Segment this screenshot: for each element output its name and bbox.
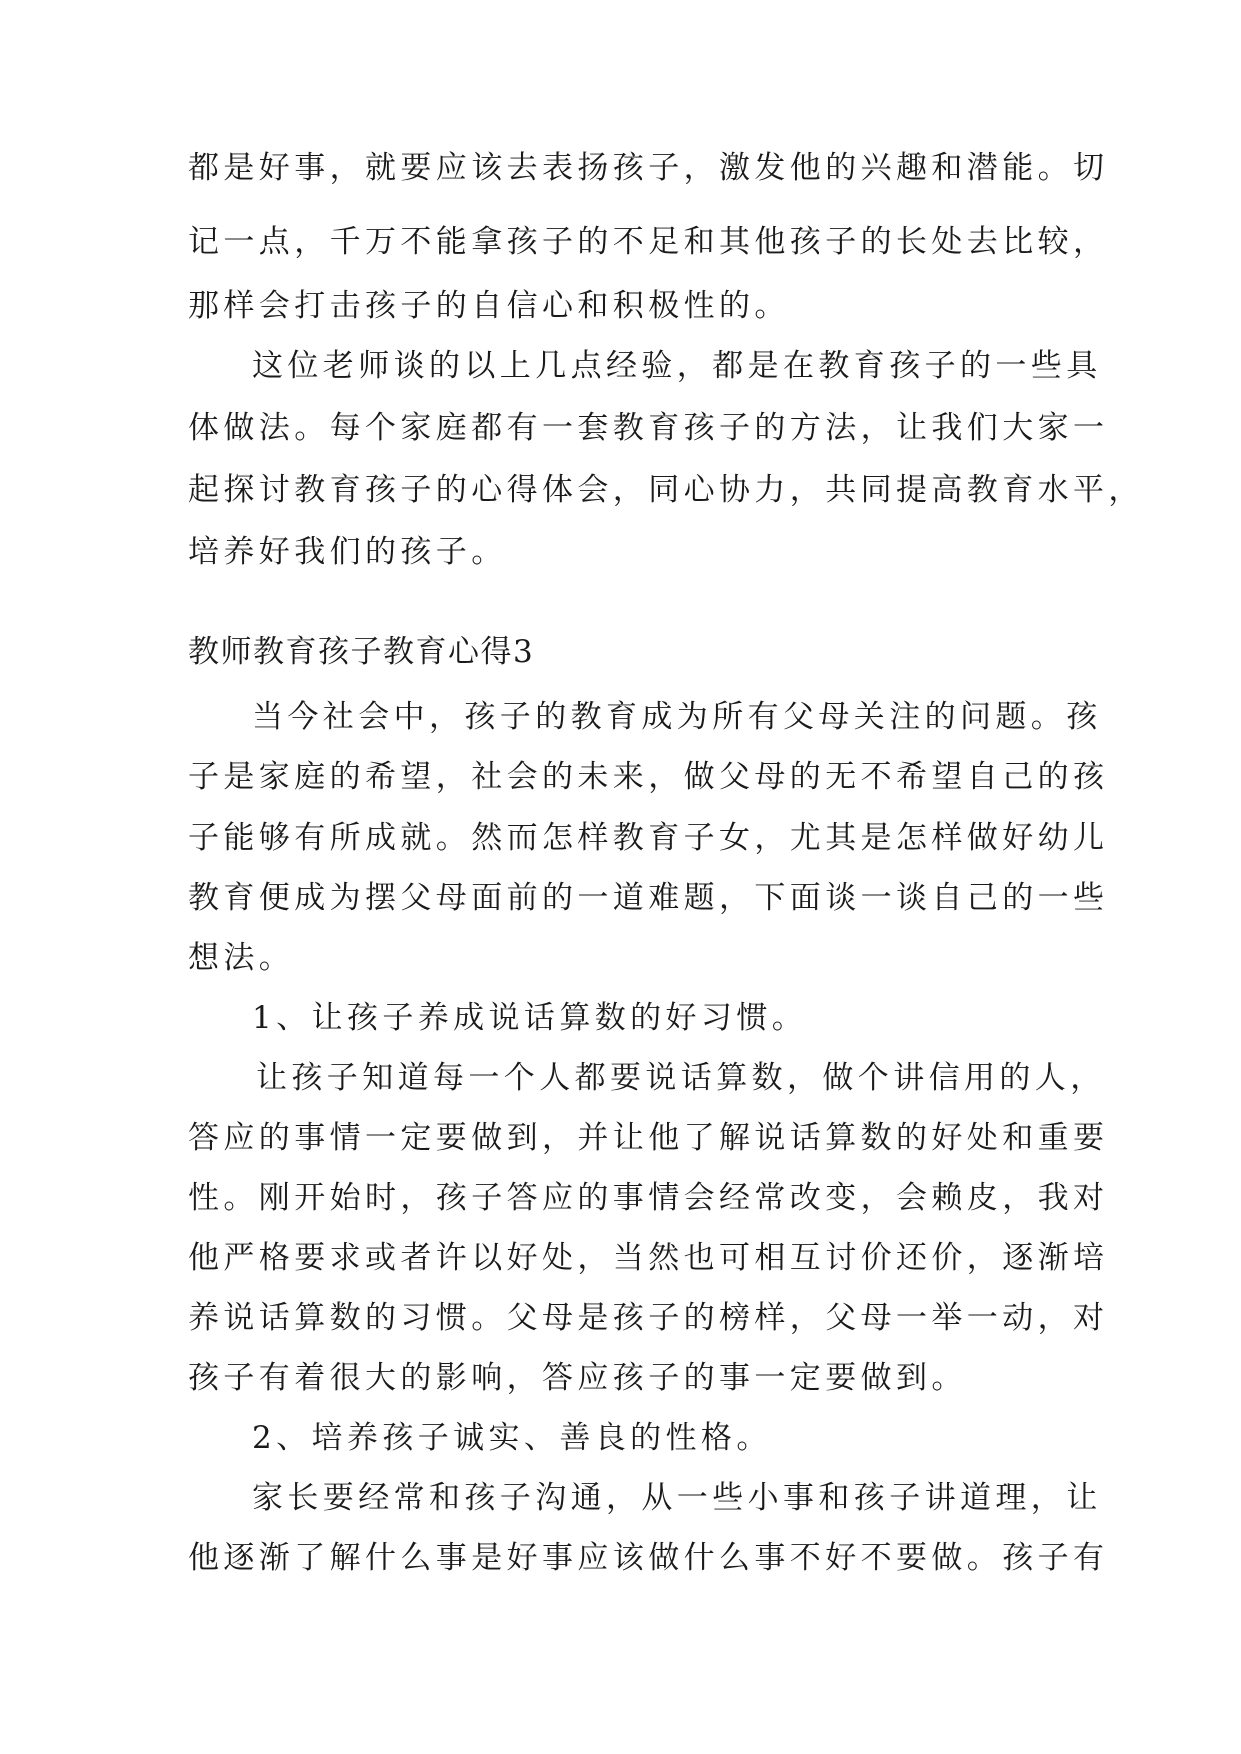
paragraph-line: 都是好事，就要应该去表扬孩子，激发他的兴趣和潜能。切 xyxy=(188,150,1109,186)
paragraph-line: 培养好我们的孩子。 xyxy=(188,534,507,570)
paragraph-line: 让孩子知道每一个人都要说话算数，做个讲信用的人， xyxy=(256,1060,1106,1096)
paragraph-line: 体做法。每个家庭都有一套教育孩子的方法，让我们大家一 xyxy=(188,410,1109,446)
numbered-heading: 1、让孩子养成说话算数的好习惯。 xyxy=(252,1000,808,1036)
paragraph-line: 答应的事情一定要做到，并让他了解说话算数的好处和重要 xyxy=(188,1120,1109,1156)
paragraph-line: 养说话算数的习惯。父母是孩子的榜样，父母一举一动，对 xyxy=(188,1300,1109,1336)
paragraph-line: 想法。 xyxy=(188,940,295,976)
paragraph-line: 这位老师谈的以上几点经验，都是在教育孩子的一些具 xyxy=(252,348,1102,384)
paragraph-line: 教育便成为摆父母面前的一道难题，下面谈一谈自己的一些 xyxy=(188,880,1109,916)
paragraph-line: 子能够有所成就。然而怎样教育子女，尤其是怎样做好幼儿 xyxy=(188,820,1109,856)
paragraph-line: 孩子有着很大的影响，答应孩子的事一定要做到。 xyxy=(188,1360,967,1396)
paragraph-line: 那样会打击孩子的自信心和积极性的。 xyxy=(188,288,790,324)
section-title: 教师教育孩子教育心得3 xyxy=(188,634,535,670)
paragraph-line: 起探讨教育孩子的心得体会，同心协力，共同提高教育水平， xyxy=(188,472,1144,508)
paragraph-line: 子是家庭的希望，社会的未来，做父母的无不希望自己的孩 xyxy=(188,759,1109,795)
paragraph-line: 他逐渐了解什么事是好事应该做什么事不好不要做。孩子有 xyxy=(188,1540,1109,1576)
paragraph-line: 家长要经常和孩子沟通，从一些小事和孩子讲道理，让 xyxy=(252,1480,1102,1516)
paragraph-line: 他严格要求或者许以好处，当然也可相互讨价还价，逐渐培 xyxy=(188,1240,1109,1276)
paragraph-line: 记一点，千万不能拿孩子的不足和其他孩子的长处去比较， xyxy=(188,224,1109,260)
paragraph-line: 性。刚开始时，孩子答应的事情会经常改变，会赖皮，我对 xyxy=(188,1180,1109,1216)
paragraph-line: 当今社会中，孩子的教育成为所有父母关注的问题。孩 xyxy=(252,699,1102,735)
numbered-heading: 2、培养孩子诚实、善良的性格。 xyxy=(252,1420,772,1456)
